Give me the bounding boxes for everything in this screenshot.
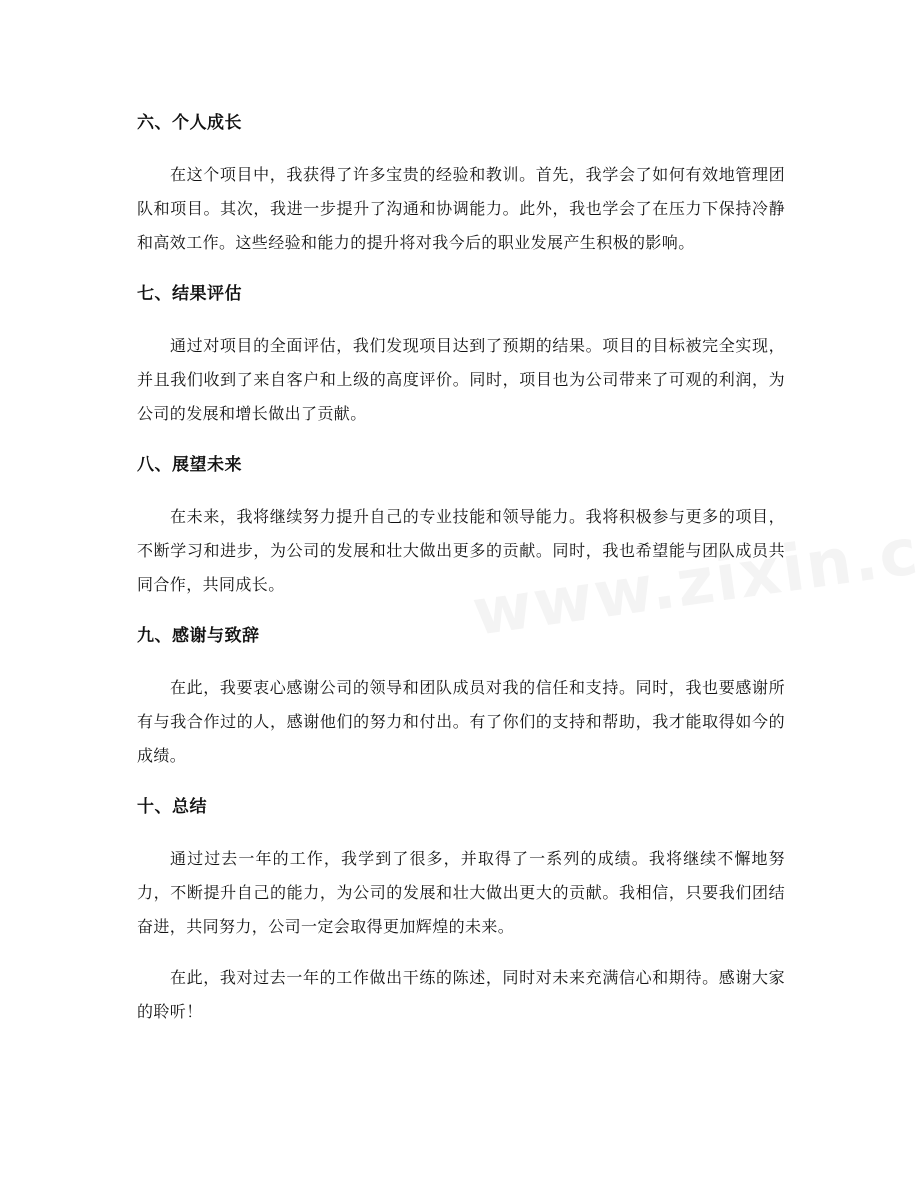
section-future-outlook — [137, 448, 785, 602]
document-body — [137, 106, 785, 1046]
section-personal-growth — [137, 106, 785, 260]
section-result-evaluation — [137, 277, 785, 431]
paragraph: 在未来，我将继续努力提升自己的专业技能和领导能力。我将积极参与更多的项目，不断学习和进步，为公司的发展和壮大做出更多的贡献。同时，我也希望能与团队成员共同合作，共同成长。 — [137, 507, 785, 594]
paragraph: 通过对项目的全面评估，我们发现项目达到了预期的结果。项目的目标被完全实现，并且我们收到了来自客户和上级的高度评价。同时，项目也为公司带来了可观的利润，为公司的发展和增长做出了贡献。 — [137, 336, 785, 423]
section-heading: 九、感谢与致辞 — [137, 626, 260, 646]
section-heading: 八、展望未来 — [137, 455, 242, 475]
paragraph: 在这个项目中，我获得了许多宝贵的经验和教训。首先，我学会了如何有效地管理团队和项目。其次，我进一步提升了沟通和协调能力。此外，我也学会了在压力下保持冷静和高效工作。这些经验和能力的提升将对我今后的职业发展产生积极的影响。 — [137, 165, 785, 252]
section-heading: 十、总结 — [137, 797, 207, 817]
section-heading: 七、结果评估 — [137, 284, 242, 304]
paragraph: 在此，我要衷心感谢公司的领导和团队成员对我的信任和支持。同时，我也要感谢所有与我合作过的人，感谢他们的努力和付出。有了你们的支持和帮助，我才能取得如今的成绩。 — [137, 678, 785, 765]
section-summary — [137, 790, 785, 1029]
section-heading: 六、个人成长 — [137, 113, 242, 133]
section-thanks — [137, 619, 785, 773]
paragraph: 在此，我对过去一年的工作做出干练的陈述，同时对未来充满信心和期待。感谢大家的聆听！ — [137, 968, 785, 1021]
paragraph: 通过过去一年的工作，我学到了很多，并取得了一系列的成绩。我将继续不懈地努力，不断提升自己的能力，为公司的发展和壮大做出更大的贡献。我相信，只要我们团结奋进，共同努力，公司一定会取得更加辉煌的未来。 — [137, 849, 785, 936]
